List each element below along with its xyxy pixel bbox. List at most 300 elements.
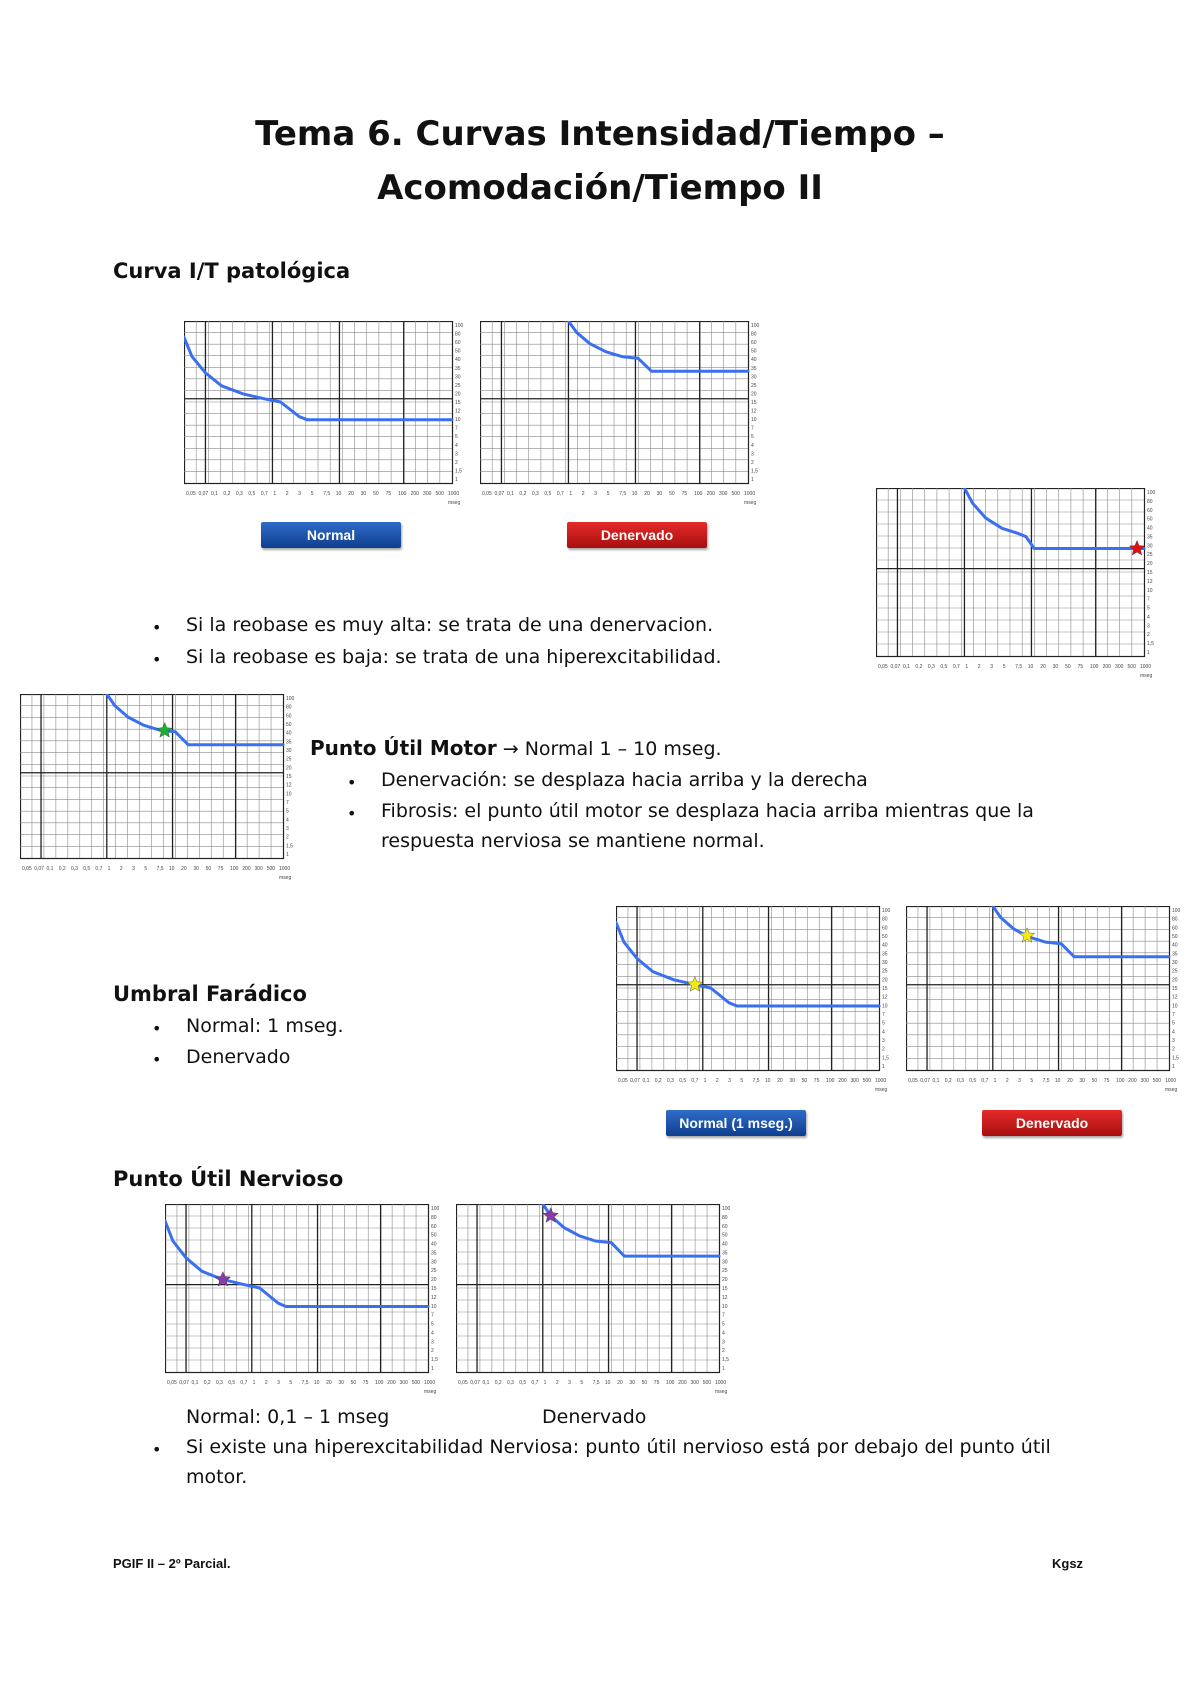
bullet-symbol: • [347, 804, 357, 823]
bullet-symbol: • [152, 618, 162, 637]
chart-y-tick-label: 10 [455, 417, 461, 424]
chart-x-tick-label: 0,2 [58, 866, 66, 872]
chart-y-tick-label: 100 [882, 908, 891, 914]
chart-x-tick-label: 0,3 [70, 866, 78, 872]
chart-x-tick-label: 10 [1027, 664, 1034, 670]
punto-util-motor-range: Normal 1 – 10 mseg. [524, 738, 722, 760]
chart-y-tick-label: 25 [431, 1268, 437, 1275]
chart-x-tick-label: 20 [644, 491, 650, 497]
chart-plot-area [457, 1205, 720, 1373]
chart-y-tick-label: 5 [1172, 1020, 1175, 1027]
chart-y-tick-label: 80 [455, 331, 461, 338]
chart-y-tick-label: 15 [1172, 986, 1178, 992]
chart-x-tick-label: 3 [132, 866, 135, 872]
chart-x-tick-label: 3 [298, 491, 302, 497]
denervado-button-2[interactable]: Denervado [982, 1110, 1122, 1136]
chart-y-tick-label: 7 [1172, 1012, 1175, 1018]
chart-x-tick-label: 3 [1018, 1078, 1021, 1084]
bullet-hiperexcitabilidad: Si existe una hiperexcitabilidad Nerviosa: punto útil nervioso está por debajo del punto útil [186, 1436, 1051, 1458]
chart-y-tick-label: 20 [455, 391, 461, 398]
chart-y-tick-label: 15 [722, 1286, 728, 1292]
chart-y-tick-label: 10 [431, 1303, 437, 1310]
chart-y-tick-label: 3 [286, 826, 289, 832]
chart-x-tick-label: 100 [398, 491, 407, 497]
chart-normal-1 [184, 321, 474, 507]
chart-x-tick-label: 2 [264, 1380, 268, 1386]
chart-x-unit-label: mseg [1165, 1087, 1178, 1093]
chart-y-tick-label: 35 [1147, 534, 1153, 541]
chart-x-tick-label: 20 [617, 1380, 623, 1386]
chart-x-tick-label: 0,3 [531, 491, 539, 497]
bullet-symbol: • [152, 1440, 162, 1459]
chart-y-tick-label: 2 [722, 1348, 725, 1355]
chart-x-tick-label: 500 [411, 1380, 421, 1386]
chart-x-tick-label: 7,5 [619, 491, 627, 497]
chart-x-tick-label: 30 [629, 1380, 635, 1386]
chart-x-tick-label: 0,3 [666, 1078, 674, 1084]
chart-x-tick-label: 3 [568, 1380, 571, 1386]
chart-x-tick-label: 500 [1152, 1078, 1162, 1084]
chart-x-tick-label: 200 [678, 1380, 687, 1386]
chart-y-tick-label: 4 [1172, 1029, 1175, 1036]
chart-y-tick-label: 20 [882, 977, 888, 984]
chart-y-tick-label: 100 [751, 323, 760, 329]
chart-y-tick-label: 4 [751, 442, 754, 449]
chart-y-tick-label: 50 [751, 348, 757, 355]
chart-x-unit-label: mseg [279, 875, 292, 881]
chart-y-tick-label: 15 [1147, 570, 1153, 576]
chart-x-tick-label: 10 [631, 491, 638, 497]
bullet-hiperexcitabilidad-cont: motor. [186, 1466, 248, 1488]
chart-y-tick-label: 100 [455, 323, 464, 329]
chart-y-tick-label: 25 [1172, 968, 1178, 975]
punto-util-motor-label: Punto Útil Motor [310, 736, 497, 760]
chart-x-tick-label: 0,07 [179, 1380, 189, 1386]
chart-x-tick-label: 0,2 [223, 491, 231, 497]
chart-y-tick-label: 60 [751, 340, 757, 347]
chart-x-tick-label: 2 [581, 491, 585, 497]
chart-y-tick-label: 35 [286, 739, 292, 746]
chart-y-tick-label: 3 [1147, 623, 1150, 630]
chart-plot-area [21, 695, 284, 859]
chart-x-tick-label: 75 [653, 1380, 660, 1386]
chart-x-tick-label: 1 [965, 664, 969, 670]
chart-x-unit-label: mseg [875, 1087, 888, 1093]
chart-y-tick-label: 10 [286, 791, 292, 798]
chart-y-tick-label: 10 [1147, 587, 1153, 594]
chart-x-tick-label: 0,2 [203, 1380, 211, 1386]
chart-x-tick-label: 100 [230, 866, 239, 872]
chart-x-tick-label: 300 [850, 1078, 859, 1084]
chart-y-tick-label: 40 [882, 942, 888, 949]
chart-y-tick-label: 30 [1172, 960, 1178, 966]
section-heading-umbral: Umbral Farádico [113, 982, 307, 1006]
chart-y-tick-label: 25 [882, 968, 888, 975]
chart-x-tick-label: 3 [728, 1078, 731, 1084]
chart-y-tick-label: 7 [431, 1312, 434, 1319]
chart-x-tick-label: 30 [1052, 664, 1059, 670]
chart-x-tick-label: 200 [838, 1078, 847, 1084]
chart-y-tick-label: 25 [751, 382, 757, 389]
chart-x-tick-label: 0,7 [260, 491, 268, 497]
chart-x-tick-label: 1000 [279, 866, 291, 872]
chart-y-tick-label: 15 [882, 986, 888, 992]
chart-x-tick-label: 5 [580, 1380, 584, 1386]
chart-x-tick-label: 0,5 [940, 664, 948, 670]
bullet-reobase-alta: Si la reobase es muy alta: se trata de una denervacion. [186, 614, 714, 636]
chart-y-tick-label: 80 [751, 331, 757, 338]
chart-y-tick-label: 1,5 [722, 1357, 729, 1364]
chart-x-tick-label: 50 [801, 1078, 808, 1084]
chart-y-tick-label: 25 [455, 382, 461, 389]
chart-x-tick-label: 2 [715, 1078, 719, 1084]
chart-y-tick-label: 1 [1147, 650, 1150, 656]
chart-x-tick-label: 500 [266, 866, 276, 872]
chart-y-tick-label: 4 [455, 442, 458, 449]
chart-y-tick-label: 30 [431, 1259, 437, 1266]
chart-x-tick-label: 5 [1030, 1078, 1034, 1084]
chart-x-tick-label: 3 [990, 664, 994, 670]
bullet-umbral-normal: Normal: 1 mseg. [186, 1015, 344, 1037]
chart-x-unit-label: mseg [448, 500, 461, 506]
chart-y-tick-label: 1 [455, 477, 458, 483]
chart-x-tick-label: 500 [1127, 664, 1136, 670]
chart-x-tick-label: 200 [242, 866, 251, 872]
chart-y-tick-label: 30 [722, 1259, 728, 1266]
chart-y-tick-label: 5 [751, 434, 754, 441]
chart-y-tick-label: 40 [455, 357, 461, 364]
chart-plot-area [617, 907, 880, 1071]
chart-y-tick-label: 2 [455, 459, 458, 466]
chart-x-tick-label: 0,5 [679, 1078, 687, 1084]
chart-y-tick-label: 10 [722, 1303, 728, 1310]
chart-x-tick-label: 10 [1054, 1078, 1061, 1084]
chart-y-tick-label: 20 [722, 1277, 728, 1284]
chart-x-tick-label: 0,07 [470, 1380, 480, 1386]
chart-x-tick-label: 0,3 [506, 1380, 514, 1386]
chart-x-tick-label: 20 [348, 491, 354, 497]
chart-x-tick-label: 0,07 [890, 664, 901, 670]
chart-x-tick-label: 0,05 [482, 491, 492, 497]
chart-y-tick-label: 4 [882, 1029, 885, 1036]
chart-y-tick-label: 2 [1147, 632, 1150, 639]
chart-y-tick-label: 7 [1147, 596, 1150, 603]
chart-x-tick-label: 3 [277, 1380, 280, 1386]
bullet-fibrosis: Fibrosis: el punto útil motor se desplaza hacia arriba mientras que la [381, 800, 1034, 822]
chart-y-tick-label: 50 [455, 348, 461, 355]
bullet-fibrosis-cont: respuesta nerviosa se mantiene normal. [381, 830, 765, 852]
chart-y-tick-label: 80 [1172, 916, 1178, 923]
chart-x-tick-label: 0,05 [22, 866, 32, 872]
chart-x-tick-label: 75 [217, 866, 224, 872]
chart-y-tick-label: 50 [1172, 934, 1178, 940]
chart-x-tick-label: 300 [1140, 1078, 1149, 1084]
chart-y-tick-label: 3 [455, 451, 458, 458]
chart-y-tick-label: 10 [1172, 1003, 1178, 1010]
chart-x-unit-label: mseg [744, 500, 757, 506]
chart-x-tick-label: 300 [1115, 664, 1124, 670]
chart-x-tick-label: 75 [1077, 664, 1084, 670]
chart-x-tick-label: 10 [764, 1078, 771, 1084]
chart-x-tick-label: 7,5 [156, 866, 164, 872]
chart-x-tick-label: 50 [1065, 664, 1071, 670]
chart-x-tick-label: 100 [826, 1078, 835, 1084]
chart-x-tick-label: 0,2 [654, 1078, 662, 1084]
chart-x-tick-label: 20 [326, 1380, 332, 1386]
chart-y-tick-label: 60 [1172, 925, 1178, 932]
chart-x-tick-label: 2 [119, 866, 123, 872]
chart-x-tick-label: 0,5 [544, 491, 552, 497]
chart-x-tick-label: 0,7 [95, 866, 103, 872]
bullet-denervacion: Denervación: se desplaza hacia arriba y la derecha [381, 769, 868, 791]
chart-x-tick-label: 200 [706, 491, 715, 497]
chart-y-tick-label: 80 [882, 916, 888, 923]
chart-y-tick-label: 20 [1147, 561, 1153, 568]
chart-x-tick-label: 1 [569, 491, 573, 497]
normal-button[interactable]: Normal [261, 522, 401, 548]
chart-x-tick-label: 500 [435, 491, 444, 497]
chart-y-tick-label: 10 [751, 417, 757, 424]
chart-y-tick-label: 7 [455, 425, 458, 432]
chart-x-tick-label: 1000 [424, 1380, 436, 1386]
chart-x-tick-label: 0,7 [240, 1380, 248, 1386]
chart-y-tick-label: 35 [1172, 951, 1178, 958]
chart-y-tick-label: 20 [286, 765, 292, 772]
bullet-symbol: • [152, 1050, 162, 1069]
footer-right: Kgsz [1052, 1556, 1084, 1571]
chart-x-tick-label: 10 [313, 1380, 320, 1386]
chart-x-tick-label: 30 [656, 491, 663, 497]
chart-x-tick-label: 1000 [875, 1078, 887, 1084]
chart-x-tick-label: 0,7 [981, 1078, 989, 1084]
bullet-symbol: • [152, 1019, 162, 1038]
chart-umbral-denervado [906, 906, 1191, 1094]
chart-y-tick-label: 7 [882, 1012, 885, 1018]
chart-x-tick-label: 0,3 [956, 1078, 964, 1084]
chart-x-tick-label: 1000 [1165, 1078, 1177, 1084]
chart-y-tick-label: 4 [722, 1330, 725, 1337]
footer-left: PGIF II – 2º Parcial. [113, 1556, 231, 1571]
normal-1mseg-button[interactable]: Normal (1 mseg.) [666, 1110, 806, 1136]
chart-y-tick-label: 5 [882, 1020, 885, 1027]
chart-x-tick-label: 0,3 [215, 1380, 223, 1386]
chart-y-tick-label: 100 [286, 696, 295, 702]
chart-y-tick-label: 25 [286, 756, 292, 763]
chart-x-tick-label: 20 [1040, 664, 1046, 670]
chart-x-tick-label: 1 [543, 1380, 547, 1386]
chart-nervioso-denervado [456, 1204, 741, 1396]
chart-y-tick-label: 80 [286, 704, 292, 711]
chart-y-tick-label: 40 [722, 1241, 728, 1248]
chart-x-tick-label: 0,5 [248, 491, 256, 497]
chart-y-tick-label: 12 [455, 408, 461, 415]
chart-y-tick-label: 40 [286, 730, 292, 737]
chart-y-tick-label: 3 [722, 1339, 725, 1346]
chart-x-tick-label: 300 [399, 1380, 408, 1386]
chart-x-tick-label: 0,07 [630, 1078, 640, 1084]
chart-x-tick-label: 1 [252, 1380, 256, 1386]
chart-y-tick-label: 7 [286, 800, 289, 806]
chart-x-tick-label: 30 [338, 1380, 344, 1386]
chart-x-tick-label: 0,05 [186, 491, 196, 497]
chart-y-tick-label: 40 [1147, 525, 1153, 532]
chart-y-tick-label: 2 [1172, 1046, 1175, 1053]
chart-x-tick-label: 30 [789, 1078, 795, 1084]
chart-plot-area [877, 489, 1145, 657]
chart-x-tick-label: 30 [360, 491, 367, 497]
chart-x-tick-label: 500 [862, 1078, 872, 1084]
chart-y-tick-label: 2 [882, 1046, 885, 1053]
chart-y-tick-label: 3 [1172, 1038, 1175, 1044]
chart-x-tick-label: 0,7 [556, 491, 564, 497]
chart-y-tick-label: 12 [722, 1294, 728, 1301]
chart-x-tick-label: 1 [703, 1078, 707, 1084]
chart-y-tick-label: 1,5 [882, 1055, 889, 1062]
chart-x-tick-label: 500 [702, 1380, 712, 1386]
chart-umbral-normal [616, 906, 901, 1094]
chart-y-tick-label: 15 [751, 400, 757, 406]
chart-y-tick-label: 20 [431, 1277, 437, 1284]
chart-y-tick-label: 4 [1147, 614, 1150, 621]
chart-x-tick-label: 1000 [448, 491, 460, 497]
chart-y-tick-label: 35 [722, 1250, 728, 1257]
chart-y-tick-label: 50 [286, 722, 292, 728]
chart-y-tick-label: 12 [286, 782, 292, 789]
chart-x-tick-label: 50 [669, 491, 675, 497]
chart-x-tick-label: 0,5 [228, 1380, 236, 1386]
chart-y-tick-label: 7 [722, 1312, 725, 1319]
chart-y-tick-label: 12 [431, 1294, 437, 1301]
section-heading-curva: Curva I/T patológica [113, 259, 351, 283]
chart-y-tick-label: 25 [722, 1268, 728, 1275]
chart-x-tick-label: 10 [168, 866, 175, 872]
chart-y-tick-label: 7 [751, 425, 754, 432]
chart-y-tick-label: 1 [1172, 1064, 1175, 1070]
chart-y-tick-label: 15 [455, 400, 461, 406]
chart-x-tick-label: 30 [193, 866, 199, 872]
chart-x-tick-label: 2 [555, 1380, 559, 1386]
chart-y-tick-label: 50 [882, 934, 888, 940]
caption-normal: Normal: 0,1 – 1 mseg [186, 1406, 390, 1428]
chart-y-tick-label: 40 [751, 357, 757, 364]
chart-x-tick-label: 0,05 [908, 1078, 918, 1084]
chart-y-tick-label: 5 [286, 808, 289, 815]
chart-punto-util-motor [20, 694, 305, 882]
chart-x-tick-label: 0,07 [494, 491, 505, 497]
chart-y-tick-label: 60 [882, 925, 888, 932]
chart-y-tick-label: 60 [722, 1223, 728, 1230]
chart-x-tick-label: 7,5 [301, 1380, 309, 1386]
chart-x-tick-label: 0,2 [915, 664, 923, 670]
chart-x-tick-label: 300 [254, 866, 263, 872]
chart-y-tick-label: 1 [751, 477, 754, 483]
chart-x-tick-label: 5 [289, 1380, 293, 1386]
chart-plot-area [907, 907, 1170, 1071]
chart-x-tick-label: 2 [1005, 1078, 1009, 1084]
chart-y-tick-label: 1 [286, 852, 289, 858]
chart-y-tick-label: 1,5 [286, 843, 293, 850]
chart-x-tick-label: 7,5 [1042, 1078, 1050, 1084]
chart-x-tick-label: 0,5 [519, 1380, 527, 1386]
chart-y-tick-label: 100 [431, 1206, 440, 1212]
chart-x-tick-label: 100 [1090, 664, 1099, 670]
caption-denervado: Denervado [542, 1406, 647, 1428]
chart-x-tick-label: 0,1 [210, 491, 218, 497]
chart-y-tick-label: 30 [286, 748, 292, 754]
chart-x-tick-label: 300 [719, 491, 728, 497]
chart-plot-area [166, 1205, 429, 1373]
chart-x-tick-label: 0,07 [920, 1078, 930, 1084]
chart-x-tick-label: 0,5 [83, 866, 91, 872]
chart-y-tick-label: 20 [1172, 977, 1178, 984]
chart-x-unit-label: mseg [424, 1389, 437, 1395]
chart-x-tick-label: 1000 [1140, 664, 1152, 670]
chart-y-tick-label: 1 [722, 1366, 725, 1372]
chart-x-tick-label: 0,05 [618, 1078, 628, 1084]
chart-y-tick-label: 5 [431, 1321, 434, 1328]
chart-x-tick-label: 0,1 [506, 491, 514, 497]
chart-x-tick-label: 3 [594, 491, 598, 497]
chart-x-tick-label: 0,1 [932, 1078, 940, 1084]
chart-x-tick-label: 1 [993, 1078, 997, 1084]
chart-y-tick-label: 1,5 [751, 468, 758, 475]
chart-x-tick-label: 20 [181, 866, 187, 872]
chart-y-tick-label: 2 [751, 459, 754, 466]
chart-y-tick-label: 4 [431, 1330, 434, 1337]
chart-x-tick-label: 7,5 [752, 1078, 760, 1084]
chart-x-tick-label: 0,5 [969, 1078, 977, 1084]
chart-y-tick-label: 80 [722, 1214, 728, 1221]
chart-y-tick-label: 3 [751, 451, 754, 458]
chart-reobase-red-star [876, 488, 1166, 680]
chart-y-tick-label: 35 [751, 365, 757, 372]
chart-x-tick-label: 75 [362, 1380, 369, 1386]
chart-y-tick-label: 1 [431, 1366, 434, 1372]
chart-y-tick-label: 50 [431, 1232, 437, 1239]
chart-y-tick-label: 15 [286, 774, 292, 780]
chart-y-tick-label: 60 [1147, 507, 1153, 514]
chart-x-tick-label: 0,1 [902, 664, 910, 670]
chart-x-tick-label: 200 [1102, 664, 1111, 670]
chart-x-tick-label: 30 [1079, 1078, 1085, 1084]
page-title-line2: Acomodación/Tiempo II [377, 168, 823, 208]
chart-y-tick-label: 40 [431, 1241, 437, 1248]
chart-x-tick-label: 2 [285, 491, 289, 497]
denervado-button[interactable]: Denervado [567, 522, 707, 548]
chart-x-tick-label: 10 [604, 1380, 611, 1386]
chart-x-tick-label: 20 [1067, 1078, 1073, 1084]
chart-x-tick-label: 0,7 [531, 1380, 539, 1386]
chart-y-tick-label: 60 [455, 340, 461, 347]
chart-x-tick-label: 75 [385, 491, 392, 497]
section-heading-nervioso: Punto Útil Nervioso [113, 1167, 344, 1191]
chart-y-tick-label: 5 [455, 434, 458, 441]
chart-y-tick-label: 100 [722, 1206, 731, 1212]
chart-nervioso-normal [165, 1204, 450, 1396]
chart-x-tick-label: 0,07 [198, 491, 209, 497]
chart-x-tick-label: 75 [813, 1078, 820, 1084]
chart-x-tick-label: 0,2 [494, 1380, 502, 1386]
arrow-icon: → [502, 738, 519, 760]
chart-x-tick-label: 2 [977, 664, 981, 670]
chart-x-tick-label: 0,07 [34, 866, 44, 872]
chart-x-tick-label: 50 [641, 1380, 648, 1386]
chart-x-unit-label: mseg [715, 1389, 728, 1395]
chart-y-tick-label: 35 [882, 951, 888, 958]
chart-y-tick-label: 3 [431, 1339, 434, 1346]
chart-plot-area [185, 322, 453, 484]
chart-x-tick-label: 7,5 [323, 491, 331, 497]
